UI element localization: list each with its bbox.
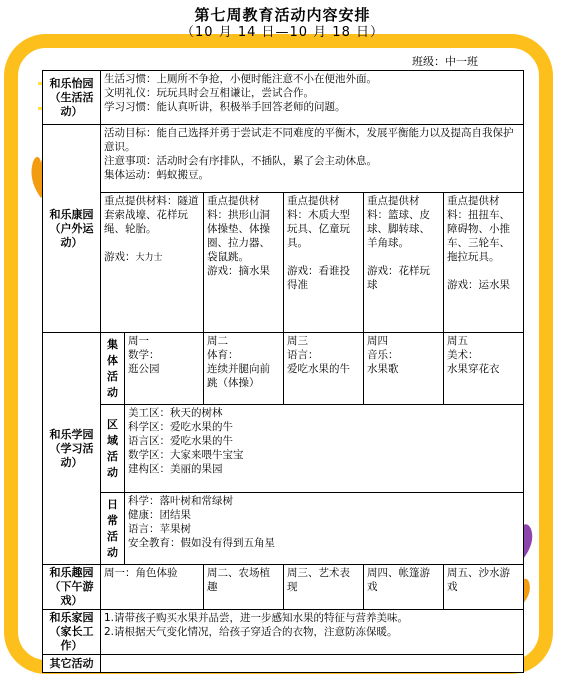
area-item: 美工区：秋天的树林 [128, 407, 223, 419]
outdoor-line: 活动目标：能自己选择并勇于尝试走不同难度的平衡木，发展平衡能力以及提高自我保护意识。 [104, 127, 514, 153]
home-head: 和乐家园（家长工作） [43, 610, 101, 655]
group-topic: 逛公园 [128, 363, 160, 375]
game-label: 游戏： [367, 265, 399, 277]
daily-item: 安全教育：假如没有得到五角星 [128, 537, 275, 549]
game-name: 花样玩球 [367, 265, 430, 291]
group-topic: 连续并腿向前跳（体操） [207, 363, 270, 389]
life-line: 学习习惯：能认真听讲，积极举手回答老师的问题。 [104, 101, 346, 113]
outdoor-day-cell [204, 193, 284, 333]
fun-item: 周一：角色体验 [101, 565, 204, 610]
outdoor-line: 注意事项：活动时会有序排队，不插队，累了会主动休息。 [104, 155, 377, 167]
study-area-label: 区域活动 [101, 405, 125, 493]
group-day-cell [364, 333, 444, 405]
group-day-cell [284, 333, 364, 405]
game-name: 大力士 [135, 253, 163, 263]
study-daily-content [125, 493, 524, 565]
study-area-row [43, 405, 524, 493]
daily-item: 健康：团结果 [128, 509, 191, 521]
outdoor-day-cell [284, 193, 364, 333]
group-day-cell [444, 333, 524, 405]
group-day: 周三 [287, 335, 308, 347]
outdoor-materials: 重点提供材料：篮球、皮球、脚转球、羊角球。 [367, 195, 430, 249]
outdoor-head: 和乐康园（户外运动） [43, 125, 101, 333]
game-name: 看谁投得准 [287, 265, 350, 291]
outdoor-game [447, 278, 520, 292]
group-topic: 水果歌 [367, 363, 399, 375]
group-day: 周四 [367, 335, 388, 347]
group-subject: 音乐： [367, 349, 399, 361]
group-day: 周一 [128, 335, 149, 347]
outdoor-materials: 重点提供材料：拱形山洞 体操垫、体操圈、拉力器、袋鼠跳。 [207, 195, 270, 263]
page-title: 第七周教育活动内容安排 [194, 6, 371, 24]
group-day-cell [204, 333, 284, 405]
outdoor-day-cell [364, 193, 444, 333]
study-group-label: 集体活动 [101, 333, 125, 405]
fun-item: 周四、帐篷游戏 [364, 565, 444, 610]
area-item: 数学区：大家来喂牛宝宝 [128, 449, 244, 461]
home-item: 2.请根据天气变化情况，给孩子穿适合的衣物，注意防冻保暖。 [104, 626, 398, 638]
area-item: 建构区：美丽的果园 [128, 463, 223, 475]
daily-item: 语言：苹果树 [128, 523, 191, 535]
life-line: 生活习惯：上厕所不争抢，小便时能注意不小在便池外面。 [104, 73, 377, 85]
game-name: 摘水果 [238, 265, 270, 277]
outdoor-day-cell [444, 193, 524, 333]
area-item: 科学区：爱吃水果的牛 [128, 421, 233, 433]
group-day-cell [125, 333, 204, 405]
outdoor-days-row [43, 193, 524, 333]
outdoor-materials: 重点提供材料：扭扭车、障碍物、小推车、三轮车、拖拉玩具。 [447, 195, 510, 263]
other-row [43, 655, 524, 673]
outdoor-game [287, 264, 360, 292]
group-subject: 数学： [128, 349, 160, 361]
outdoor-materials: 重点提供材料：隧道套索战壕、花样玩绳、轮胎。 [104, 195, 199, 235]
study-head: 和乐学园（学习活动） [43, 333, 101, 565]
life-row [43, 71, 524, 125]
group-subject: 体育： [207, 349, 239, 361]
life-content [101, 71, 524, 125]
game-label: 游戏： [287, 265, 319, 277]
group-subject: 语言： [287, 349, 319, 361]
outdoor-line: 集体运动：蚂蚁搬豆。 [104, 169, 209, 181]
class-label: 班级：中一班 [412, 55, 478, 68]
fun-item: 周二、农场植趣 [204, 565, 284, 610]
game-label: 游戏： [104, 251, 136, 263]
outdoor-content [101, 125, 524, 193]
date-range: （10 月 14 日—10 月 18 日） [181, 25, 384, 40]
study-daily-label: 日常活动 [101, 493, 125, 565]
life-line: 文明礼仪：玩玩具时会互相谦让，尝试合作。 [104, 87, 314, 99]
fun-item: 周三、艺术表现 [284, 565, 364, 610]
game-label: 游戏： [207, 265, 239, 277]
area-item: 语言区：爱吃水果的牛 [128, 435, 233, 447]
group-subject: 美术： [447, 349, 479, 361]
group-topic: 水果穿花衣 [447, 363, 500, 375]
schedule-table [42, 70, 524, 673]
home-content [101, 610, 524, 655]
study-daily-row [43, 493, 524, 565]
fun-item: 周五、沙水游戏 [444, 565, 524, 610]
outdoor-row [43, 125, 524, 193]
group-topic: 爱吃水果的牛 [287, 363, 350, 375]
fun-row [43, 565, 524, 610]
game-name: 运水果 [478, 279, 510, 291]
study-group-row [43, 333, 524, 405]
outdoor-materials: 重点提供材料：木质大型玩具、亿童玩具。 [287, 195, 350, 249]
group-day: 周二 [207, 335, 228, 347]
other-head: 其它活动 [43, 655, 101, 673]
home-item: 1.请带孩子购买水果并品尝，进一步感知水果的特征与营养美味。 [104, 612, 409, 624]
other-content [101, 655, 524, 673]
daily-item: 科学：落叶树和常绿树 [128, 495, 233, 507]
home-row [43, 610, 524, 655]
outdoor-game [207, 264, 280, 278]
life-head: 和乐怡园（生活活动） [43, 71, 101, 125]
fun-head: 和乐趣园（下午游戏） [43, 565, 101, 610]
group-day: 周五 [447, 335, 468, 347]
game-label: 游戏： [447, 279, 479, 291]
outdoor-game [367, 264, 440, 292]
outdoor-day-cell [101, 193, 204, 333]
study-area-content [125, 405, 524, 493]
outdoor-game [104, 250, 200, 265]
